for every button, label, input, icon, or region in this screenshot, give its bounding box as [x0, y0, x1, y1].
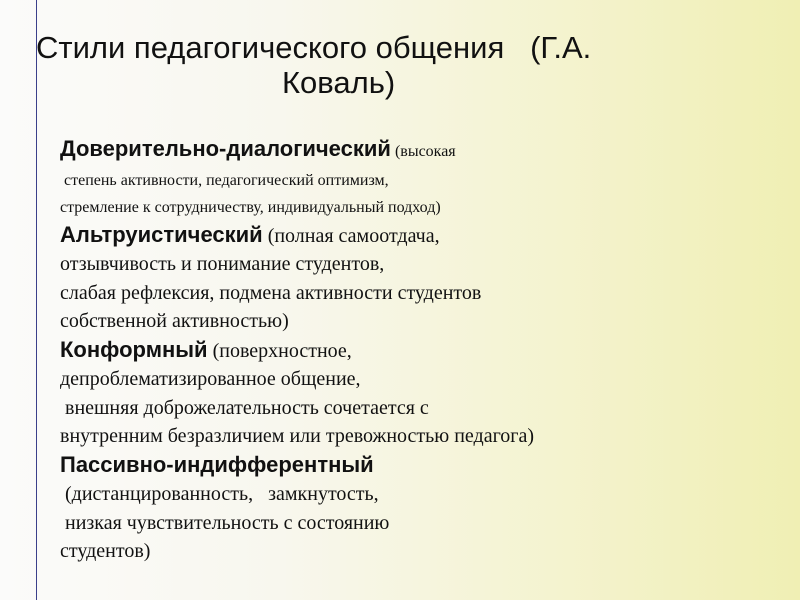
style-heading-line	[60, 336, 760, 366]
style-description-line: собственной активностью)	[60, 310, 289, 332]
style-description: (поверхностное,	[207, 339, 352, 362]
style-heading-line	[60, 451, 760, 481]
slide-title-line-1: Стили педагогического общения (Г.А.	[36, 30, 592, 65]
style-description-line: отзывчивость и понимание студентов,	[60, 253, 385, 275]
style-description-line: (дистанцированность, замкнутость,	[60, 483, 379, 505]
style-name: Доверительно-диалогический	[60, 136, 391, 161]
style-description-line: депроблематизированное общение,	[60, 368, 361, 390]
slide-title-line-2: Коваль)	[282, 65, 396, 100]
style-description-line: степень активности, педагогический оптимизм,	[60, 171, 389, 189]
style-description: (высокая	[390, 143, 456, 160]
style-heading-line	[60, 221, 760, 251]
style-item-altruistic	[60, 221, 760, 336]
style-item-trust-dialogic	[60, 135, 760, 221]
slide-title	[36, 30, 656, 100]
style-name: Конформный	[60, 336, 208, 362]
style-description-line: низкая чувствительность с состоянию	[60, 511, 390, 534]
style-description: (полная самоотдача,	[262, 224, 440, 247]
style-heading-line	[60, 135, 760, 167]
style-item-conformist	[60, 336, 760, 451]
style-description-line: слабая рефлексия, подмена активности студентов	[60, 281, 482, 304]
style-description-line: внутренним безразличием или тревожностью педагога)	[60, 425, 535, 447]
slide-body	[60, 135, 760, 566]
style-name: Альтруистический	[60, 221, 263, 247]
style-description-line: стремление к сотрудничеству, индивидуальный подход)	[60, 198, 441, 216]
style-description-line: студентов)	[60, 540, 151, 562]
style-description-line: внешняя доброжелательность сочетается с	[60, 396, 429, 419]
style-item-passive-indifferent	[60, 451, 760, 566]
style-name: Пассивно-индифферентный	[60, 451, 374, 477]
